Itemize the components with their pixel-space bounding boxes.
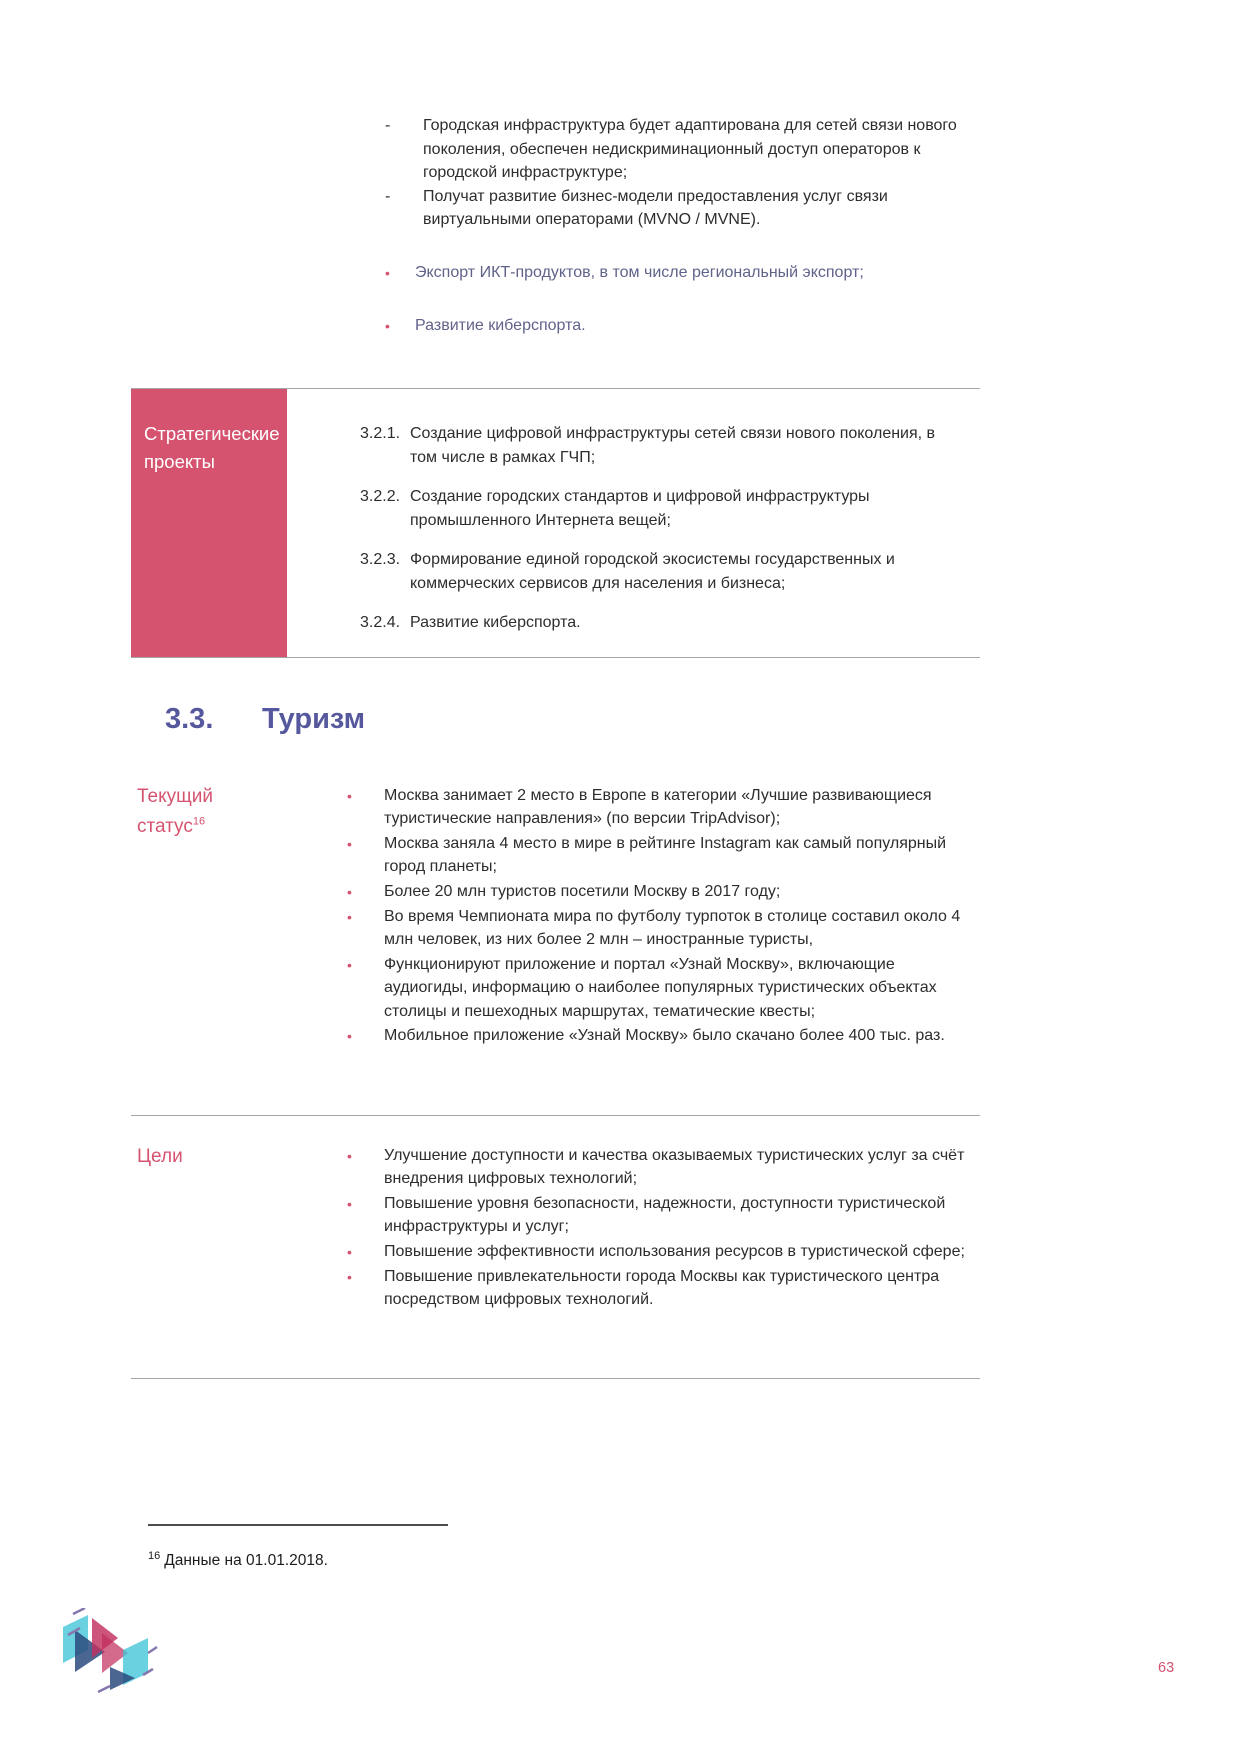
bullet-list-item [347, 1192, 968, 1239]
bullet-list-item [347, 880, 968, 904]
bullet-dot-icon: • [347, 956, 352, 973]
bullet-dot-icon: • [347, 1148, 352, 1164]
strategic-item [360, 548, 945, 595]
current-status-list [347, 784, 968, 1049]
bullet-list-item [347, 1265, 968, 1312]
item-text: Развитие киберспорта. [410, 614, 581, 631]
bullet-dot-icon: • [347, 1028, 352, 1045]
goals-label: Цели [137, 1146, 183, 1167]
bullet-dot-icon: • [347, 788, 352, 804]
section-number: 3.3. [165, 703, 214, 735]
bullet-item-text: Мобильное приложение «Узнай Москву» было скачано более 400 тыс. раз. [384, 1027, 945, 1045]
item-text: Создание городских стандартов и цифровой инфраструктуры промышленного Интернета вещей; [410, 488, 870, 529]
bullet-list-item [347, 832, 968, 879]
item-text: Формирование единой городской экосистемы государственных и коммерческих сервисов для населения и бизнеса; [410, 551, 895, 592]
bullet-list-item [385, 261, 963, 286]
bullet-list-item [347, 784, 968, 831]
bullet-item-text: Улучшение доступности и качества оказываемых туристических услуг за счёт внедрения цифровых технологий; [384, 1147, 965, 1188]
bullet-item-text: Функционируют приложение и портал «Узнай Москву», включающие аудиогиды, информацию о наиболее популярных туристических объектах столицы и пешеходных маршрутах, тематические квесты; [384, 955, 937, 1020]
bullet-dot-icon: • [347, 883, 352, 900]
footnote [148, 1549, 328, 1570]
strategic-item [360, 485, 945, 532]
bullet-item-text: Повышение эффективности использования ресурсов в туристической сфере; [384, 1242, 965, 1260]
dash-item-text: Получат развитие бизнес-модели предоставления услуг связи виртуальными операторами (MVNO / MVNE). [423, 187, 888, 228]
footnote-ref: 16 [192, 815, 206, 828]
page-number: 63 [1158, 1660, 1175, 1676]
strategic-projects-label: Стратегические проекты [131, 389, 287, 657]
dash-marker: - [385, 117, 391, 134]
strategic-item [360, 611, 945, 635]
bullet-list-item [347, 905, 968, 952]
bullet-dot-icon: • [347, 835, 352, 852]
bullet-list-item [347, 953, 968, 1023]
row-divider [131, 1378, 980, 1379]
item-number: 3.2.4. [360, 614, 401, 631]
section-title: Туризм [262, 703, 366, 735]
intro-list [385, 114, 963, 339]
bullet-dot-icon: • [347, 1243, 352, 1260]
item-number: 3.2.2. [360, 488, 401, 505]
bullet-item-text: Во время Чемпионата мира по футболу турпоток в столице составил около 4 млн человек, из них более 2 млн – иностранные туристы, [384, 908, 961, 949]
dash-marker: - [385, 187, 391, 205]
bullet-list-item [347, 1024, 968, 1048]
goals-list [347, 1144, 968, 1313]
bullet-item-text: Повышение привлекательности города Москвы как туристического центра посредством цифровых технологий. [384, 1268, 940, 1309]
dash-list-item [385, 114, 963, 185]
bullet-dot-icon: • [385, 318, 390, 334]
footnote-text: Данные на 01.01.2018. [164, 1552, 328, 1569]
label-line: Текущий [137, 786, 213, 807]
bullet-list-item [347, 1144, 968, 1191]
bullet-item-text: Экспорт ИКТ-продуктов, в том числе региональный экспорт; [415, 263, 864, 281]
footnote-rule [148, 1524, 448, 1526]
bullet-item-text: Развитие киберспорта. [415, 317, 586, 334]
item-number: 3.2.1. [360, 425, 401, 442]
bullet-item-text: Повышение уровня безопасности, надежности, доступности туристической инфраструктуры и услуг; [384, 1194, 946, 1236]
brand-logo-icon [58, 1608, 158, 1703]
bullet-dot-icon: • [385, 264, 390, 281]
item-text: Создание цифровой инфраструктуры сетей связи нового поколения, в том числе в рамках ГЧП; [410, 425, 936, 466]
row-divider [131, 1115, 980, 1116]
bullet-list-item [347, 1240, 968, 1264]
strategic-projects-list [360, 422, 945, 651]
bullet-list-item [385, 314, 963, 339]
bullet-dot-icon: • [347, 1269, 352, 1286]
strategic-projects-row [131, 388, 980, 658]
bullet-dot-icon: • [347, 1195, 352, 1212]
bullet-item-text: Москва занимает 2 место в Европе в категории «Лучшие развивающиеся туристические направления» (по версии TripAdvisor); [384, 787, 932, 828]
bullet-dot-icon: • [347, 909, 352, 926]
bullet-item-text: Более 20 млн туристов посетили Москву в 2017 году; [384, 882, 781, 900]
bullet-item-text: Москва заняла 4 место в мире в рейтинге Instagram как самый популярный город планеты; [384, 834, 947, 876]
section-heading [165, 703, 365, 736]
footnote-number: 16 [148, 1549, 161, 1562]
current-status-label [137, 782, 307, 842]
dash-item-text: Городская инфраструктура будет адаптирована для сетей связи нового поколения, обеспечен недискриминационный доступ операторов к городской инфраструктуре; [423, 117, 957, 181]
label-line: статус [137, 816, 193, 837]
dash-list-item [385, 185, 963, 232]
strategic-item [360, 422, 945, 469]
item-number: 3.2.3. [360, 551, 401, 568]
